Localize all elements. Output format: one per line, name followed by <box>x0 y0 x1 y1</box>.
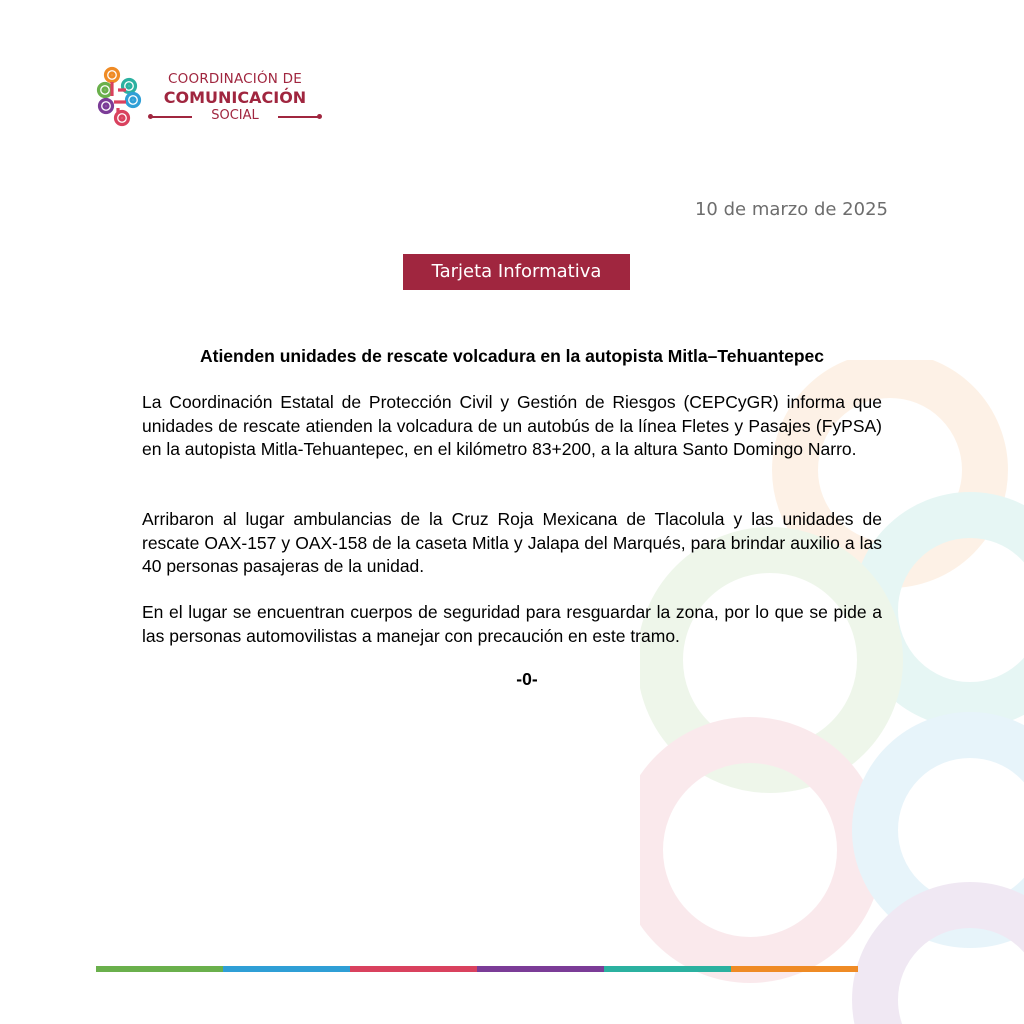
footer-stripe-segment <box>223 966 350 972</box>
footer-stripe-segment <box>350 966 477 972</box>
logo-line-coordinacion: COORDINACIÓN DE <box>168 71 302 87</box>
body-paragraph: En el lugar se encuentran cuerpos de seguridad para resguardar la zona, por lo que se pide a las personas automovilistas a manejar con precaución en este tramo. <box>142 602 882 646</box>
headline: Atienden unidades de rescate volcadura en la autopista Mitla–Tehuantepec <box>199 346 824 366</box>
document-type-banner: Tarjeta Informativa <box>403 254 630 290</box>
logo-line-social-text: SOCIAL <box>211 108 259 123</box>
organization-logo <box>96 66 326 130</box>
logo-wordmark <box>150 71 320 124</box>
logo-line-social <box>150 108 320 124</box>
footer-stripe-segment <box>96 966 223 972</box>
body-paragraph: La Coordinación Estatal de Protección Civil y Gestión de Riesgos (CEPCyGR) informa que unidades de rescate atienden la volcadura de un autobús de la línea Fletes y Pasajes (FyPSA) en la autopista Mitla-Tehuantepec, en el kilómetro 83+200, a la altura Santo Domingo Narro. <box>142 392 882 459</box>
logo-line-comunicacion: COMUNICACIÓN <box>163 88 307 107</box>
body-paragraph: Arribaron al lugar ambulancias de la Cruz Roja Mexicana de Tlacolula y las unidades de rescate OAX-157 y OAX-158 de la caseta Mitla y Jalapa del Marqués, para brindar auxilio a las 40 personas pasajeras de la unidad. <box>142 509 882 576</box>
footer-stripe-segment <box>604 966 731 972</box>
knot-pattern-logo-icon <box>96 66 142 128</box>
footer-stripe-segment <box>731 966 858 972</box>
footer-stripe-segment <box>477 966 604 972</box>
document-date: 10 de marzo de 2025 <box>694 199 888 220</box>
logo-ornament-dot-right <box>317 114 322 119</box>
footer-color-stripe <box>96 966 858 972</box>
logo-ornament-dot-left <box>148 114 153 119</box>
closing-mark: -0- <box>516 669 538 689</box>
